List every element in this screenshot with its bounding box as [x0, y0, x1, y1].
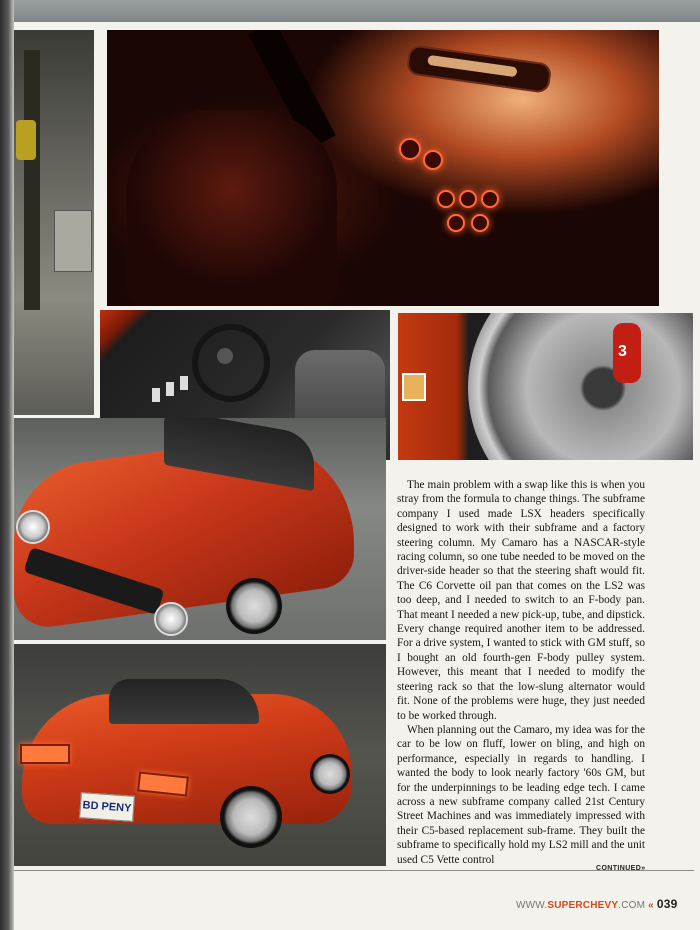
pedal	[152, 388, 160, 402]
gauge-icon	[447, 214, 465, 232]
photo-wheel-closeup	[398, 313, 693, 460]
gauge-icon	[471, 214, 489, 232]
photo-car-front	[14, 418, 386, 640]
footer-chevron-icon: «	[648, 900, 654, 911]
front-wheel	[226, 578, 282, 634]
headlight	[154, 602, 188, 636]
steering-hub	[217, 348, 233, 364]
steering-wheel-icon	[192, 324, 270, 402]
paragraph: When planning out the Camaro, my idea was for the car to be low on fluff, lower on bling, and high on performance, especially in regards to handling. I wanted the body to look nearly factory '60s GM, but for the underpinnings to be leading edge tech. I came across a new subframe company called 21st Century Street Machines and was immediately impressed with their C5-based replacement sub-frame. They built the subframe to specifically hold my LS2 mill and the unit used C5 Vette control	[397, 723, 645, 866]
rear-wheel	[220, 786, 282, 848]
continued-marker: CONTINUED»	[596, 865, 646, 872]
article-body	[397, 478, 645, 867]
footer-url-prefix: WWW.	[516, 900, 548, 911]
pedal	[180, 376, 188, 390]
page-number: 039	[656, 897, 678, 911]
rearview-mirror	[406, 44, 553, 94]
brake-caliper	[613, 323, 641, 383]
taillight	[20, 744, 70, 764]
gauge-icon	[459, 190, 477, 208]
footer-rule	[14, 870, 694, 871]
front-wheel	[310, 754, 350, 794]
wheel-rim	[468, 313, 693, 460]
rear-window	[109, 679, 259, 724]
photo-car-rear	[14, 644, 386, 866]
gauge-icon	[423, 150, 443, 170]
top-border	[0, 0, 700, 22]
page-spine-shadow	[0, 0, 14, 930]
caliper-text: 3	[618, 343, 627, 360]
shop-box	[54, 210, 92, 272]
gauge-icon	[437, 190, 455, 208]
footer-url-suffix: .COM	[618, 900, 646, 911]
driver-silhouette	[127, 110, 337, 306]
side-marker-light	[402, 373, 426, 401]
page-footer	[516, 897, 678, 911]
photo-shop-strip	[14, 30, 94, 415]
pedal	[166, 382, 174, 396]
headlight	[16, 510, 50, 544]
photo-interior-night	[107, 30, 659, 306]
footer-brand: SUPERCHEVY	[547, 900, 619, 911]
shop-yellow-part	[16, 120, 36, 160]
license-plate: BD PENY	[79, 792, 135, 822]
paragraph: The main problem with a swap like this is when you stray from the formula to change things. The subframe company I used made LSX headers specifically designed to work with their subframe and a factory steering column. My Camaro has a NASCAR-style racing column, so one tube needed to be moved on the driver-side header so that the steering shaft would fit. The C6 Corvette oil pan that comes on the LS2 was too deep, and I needed to switch to an F-body pan. That meant I needed a new pick-up, tube, and dipstick. Every change required another item to be addressed. For a drive system, I wanted to stick with GM stuff, so I bought an old fourth-gen F-body pulley system. However, this meant that I needed to modify the steering rack so that the low-slung alternator would fit. None of the problems were huge, they just needed to be worked through.	[397, 479, 645, 722]
shop-pole	[24, 50, 40, 310]
gauge-icon	[481, 190, 499, 208]
gauge-icon	[399, 138, 421, 160]
